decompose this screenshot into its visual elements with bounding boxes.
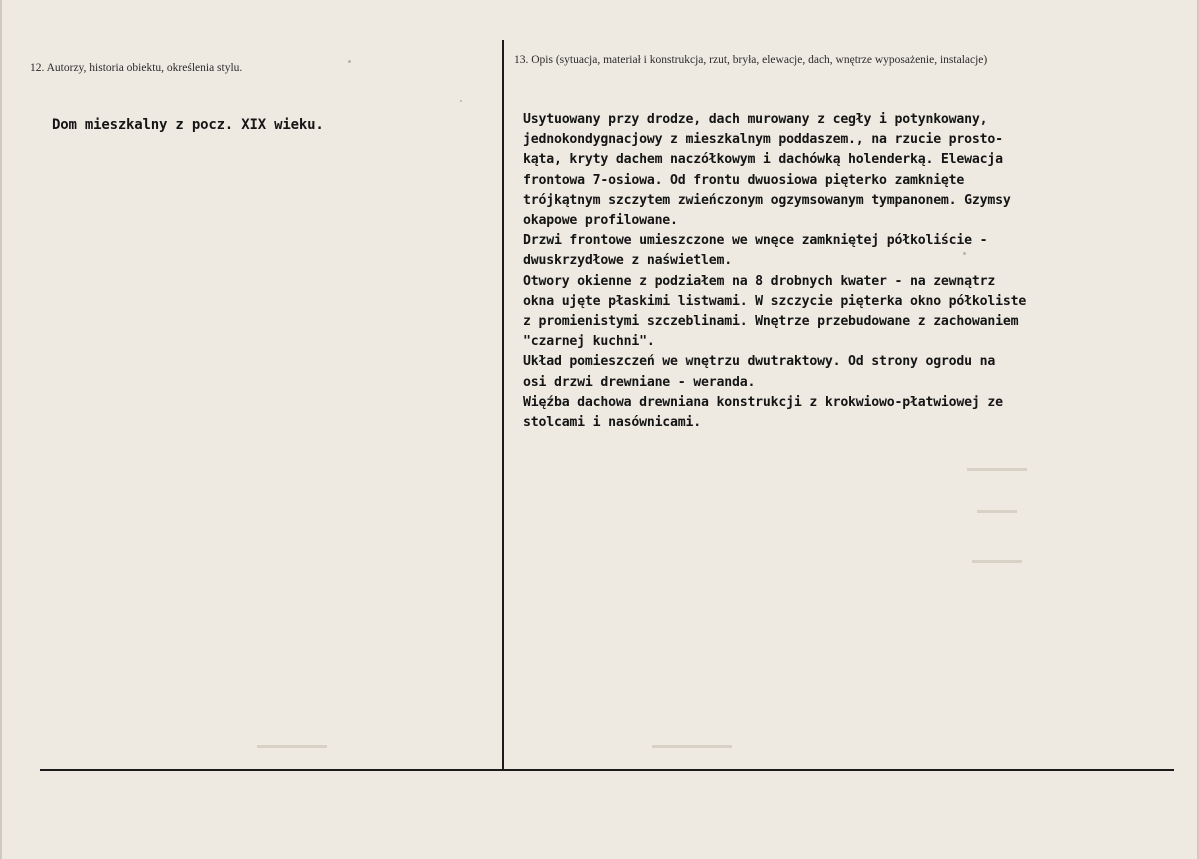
description-line: stolcami i nasównicami.	[523, 415, 702, 431]
description-line: jednokondygnacjowy z mieszkalnym poddaszem., na rzucie prosto-	[523, 132, 1003, 148]
paper-speck	[348, 60, 351, 63]
show-through-mark	[257, 745, 327, 748]
show-through-mark	[972, 560, 1022, 563]
description-line: z promienistymi szczeblinami. Wnętrze przebudowane z zachowaniem	[523, 314, 1019, 330]
show-through-mark	[977, 510, 1017, 513]
description-line: osi drzwi drewniane - weranda.	[523, 374, 756, 390]
description-line: Otwory okienne z podziałem na 8 drobnych kwater - na zewnątrz	[523, 273, 996, 289]
field-13-description	[523, 110, 1163, 433]
description-line: Więźba dachowa drewniana konstrukcji z krokwiowo-płatwiowej ze	[523, 394, 1003, 410]
column-divider	[502, 40, 504, 770]
description-line: Usytuowany przy drodze, dach murowany z cegły i potynkowany,	[523, 112, 988, 127]
description-line: trójkątnym szczytem zwieńczonym ogzymsowanym tympanonem. Gzymsy	[523, 192, 1011, 208]
description-line: kąta, kryty dachem naczółkowym i dachówką holenderką. Elewacja	[523, 152, 1003, 168]
paper-speck	[460, 100, 462, 102]
description-line: Drzwi frontowe umieszczone we wnęce zamkniętej półkoliście -	[523, 233, 988, 249]
description-line: "czarnej kuchni".	[523, 334, 655, 350]
description-line: okna ujęte płaskimi listwami. W szczycie pięterka okno półkoliste	[523, 293, 1027, 309]
field-13-label: 13. Opis (sytuacja, materiał i konstrukcja, rzut, bryła, elewacje, dach, wnętrze wyposażenie, instalacje)	[514, 54, 988, 66]
show-through-mark	[652, 745, 732, 748]
bottom-rule	[40, 769, 1174, 771]
description-line: dwuskrzydłowe z naświetlem.	[523, 253, 732, 269]
description-line: okapowe profilowane.	[523, 213, 678, 229]
description-line: Układ pomieszczeń we wnętrzu dwutraktowy. Od strony ogrodu na	[523, 354, 996, 370]
description-line: frontowa 7-osiowa. Od frontu dwuosiowa pięterko zamknięte	[523, 172, 965, 188]
field-12-label: 12. Autorzy, historia obiektu, określenia stylu.	[30, 62, 243, 74]
show-through-mark	[967, 468, 1027, 471]
field-12-text: Dom mieszkalny z pocz. XIX wieku.	[52, 117, 324, 133]
paper-speck	[963, 252, 966, 255]
